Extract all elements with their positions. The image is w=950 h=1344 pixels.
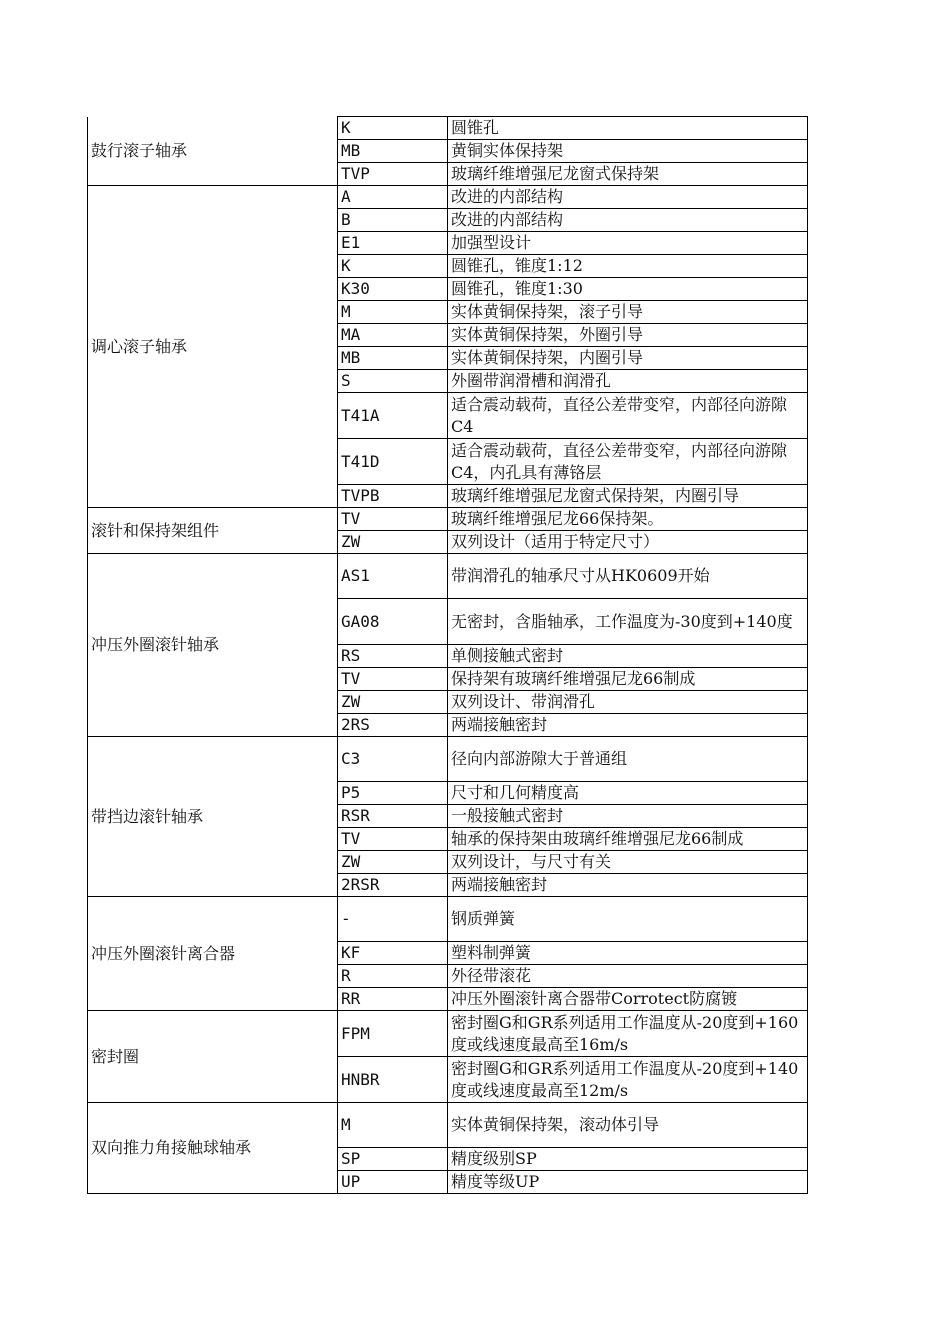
suffix-code-cell: K <box>338 255 448 278</box>
category-cell: 冲压外圈滚针轴承 <box>88 554 338 737</box>
suffix-description-cell: 黄铜实体保持架 <box>448 140 808 163</box>
suffix-code-cell: 2RS <box>338 714 448 737</box>
category-cell: 鼓行滚子轴承 <box>88 117 338 186</box>
suffix-description-cell: 单侧接触式密封 <box>448 645 808 668</box>
suffix-description-cell: 尺寸和几何精度高 <box>448 782 808 805</box>
suffix-code-cell: MB <box>338 347 448 370</box>
suffix-code-cell: S <box>338 370 448 393</box>
suffix-description-cell: 玻璃纤维增强尼龙窗式保持架 <box>448 163 808 186</box>
table-row <box>88 117 808 140</box>
category-cell: 带挡边滚针轴承 <box>88 737 338 897</box>
table-row <box>88 737 808 782</box>
suffix-description-cell: 玻璃纤维增强尼龙66保持架。 <box>448 508 808 531</box>
bearing-suffix-table <box>87 116 808 1194</box>
suffix-description-cell: 改进的内部结构 <box>448 186 808 209</box>
table-row <box>88 1103 808 1148</box>
suffix-code-cell: 2RSR <box>338 874 448 897</box>
suffix-description-cell: 改进的内部结构 <box>448 209 808 232</box>
category-cell: 调心滚子轴承 <box>88 186 338 508</box>
suffix-description-cell: 精度级别SP <box>448 1148 808 1171</box>
suffix-code-cell: TV <box>338 668 448 691</box>
suffix-code-cell: TVPB <box>338 485 448 508</box>
suffix-description-cell: 圆锥孔，锥度1:12 <box>448 255 808 278</box>
suffix-description-cell: 实体黄铜保持架，内圈引导 <box>448 347 808 370</box>
suffix-description-cell: 圆锥孔 <box>448 117 808 140</box>
suffix-code-cell: P5 <box>338 782 448 805</box>
suffix-code-cell: SP <box>338 1148 448 1171</box>
suffix-code-cell: GA08 <box>338 599 448 645</box>
suffix-description-cell: 双列设计、带润滑孔 <box>448 691 808 714</box>
suffix-code-cell: K30 <box>338 278 448 301</box>
suffix-code-cell: RSR <box>338 805 448 828</box>
category-cell: 双向推力角接触球轴承 <box>88 1103 338 1194</box>
suffix-code-cell: MB <box>338 140 448 163</box>
suffix-description-cell: 密封圈G和GR系列适用工作温度从-20度到+160度或线速度最高至16m/s <box>448 1011 808 1057</box>
table-body <box>88 117 808 1194</box>
suffix-description-cell: 塑料制弹簧 <box>448 942 808 965</box>
suffix-description-cell: 两端接触密封 <box>448 874 808 897</box>
suffix-description-cell: 加强型设计 <box>448 232 808 255</box>
table-row <box>88 186 808 209</box>
category-cell: 冲压外圈滚针离合器 <box>88 897 338 1011</box>
suffix-code-cell: KF <box>338 942 448 965</box>
suffix-description-cell: 圆锥孔，锥度1:30 <box>448 278 808 301</box>
suffix-description-cell: 实体黄铜保持架，滚动体引导 <box>448 1103 808 1148</box>
suffix-description-cell: 无密封，含脂轴承，工作温度为-30度到+140度 <box>448 599 808 645</box>
suffix-code-cell: R <box>338 965 448 988</box>
suffix-code-cell: E1 <box>338 232 448 255</box>
suffix-description-cell: 精度等级UP <box>448 1171 808 1194</box>
suffix-code-cell: T41A <box>338 393 448 439</box>
suffix-description-cell: 钢质弹簧 <box>448 897 808 942</box>
suffix-description-cell: 适合震动载荷，直径公差带变窄，内部径向游隙C4，内孔具有薄铬层 <box>448 439 808 485</box>
suffix-description-cell: 双列设计（适用于特定尺寸） <box>448 531 808 554</box>
suffix-code-cell: C3 <box>338 737 448 782</box>
suffix-code-cell: ZW <box>338 851 448 874</box>
table-row <box>88 508 808 531</box>
suffix-description-cell: 两端接触密封 <box>448 714 808 737</box>
suffix-code-cell: MA <box>338 324 448 347</box>
suffix-code-cell: AS1 <box>338 554 448 599</box>
suffix-description-cell: 密封圈G和GR系列适用工作温度从-20度到+140度或线速度最高至12m/s <box>448 1057 808 1103</box>
suffix-code-cell: B <box>338 209 448 232</box>
table-row <box>88 554 808 599</box>
suffix-code-cell: K <box>338 117 448 140</box>
suffix-description-cell: 保持架有玻璃纤维增强尼龙66制成 <box>448 668 808 691</box>
suffix-description-cell: 外径带滚花 <box>448 965 808 988</box>
suffix-code-cell: T41D <box>338 439 448 485</box>
suffix-description-cell: 玻璃纤维增强尼龙窗式保持架，内圈引导 <box>448 485 808 508</box>
suffix-code-cell: RS <box>338 645 448 668</box>
suffix-description-cell: 轴承的保持架由玻璃纤维增强尼龙66制成 <box>448 828 808 851</box>
table-row <box>88 1011 808 1057</box>
suffix-description-cell: 径向内部游隙大于普通组 <box>448 737 808 782</box>
suffix-description-cell: 外圈带润滑槽和润滑孔 <box>448 370 808 393</box>
suffix-code-cell: ZW <box>338 691 448 714</box>
suffix-code-cell: ZW <box>338 531 448 554</box>
suffix-description-cell: 一般接触式密封 <box>448 805 808 828</box>
category-cell: 密封圈 <box>88 1011 338 1103</box>
suffix-code-cell: RR <box>338 988 448 1011</box>
suffix-description-cell: 双列设计，与尺寸有关 <box>448 851 808 874</box>
suffix-description-cell: 实体黄铜保持架，滚子引导 <box>448 301 808 324</box>
suffix-code-cell: FPM <box>338 1011 448 1057</box>
category-cell: 滚针和保持架组件 <box>88 508 338 554</box>
suffix-code-cell: M <box>338 1103 448 1148</box>
suffix-code-cell: HNBR <box>338 1057 448 1103</box>
suffix-description-cell: 实体黄铜保持架，外圈引导 <box>448 324 808 347</box>
suffix-code-cell: TVP <box>338 163 448 186</box>
table-row <box>88 897 808 942</box>
suffix-code-cell: A <box>338 186 448 209</box>
suffix-description-cell: 冲压外圈滚针离合器带Corrotect防腐镀 <box>448 988 808 1011</box>
suffix-code-cell: TV <box>338 508 448 531</box>
suffix-code-cell: - <box>338 897 448 942</box>
suffix-description-cell: 带润滑孔的轴承尺寸从HK0609开始 <box>448 554 808 599</box>
suffix-code-cell: M <box>338 301 448 324</box>
suffix-code-cell: TV <box>338 828 448 851</box>
suffix-code-cell: UP <box>338 1171 448 1194</box>
suffix-description-cell: 适合震动载荷，直径公差带变窄，内部径向游隙C4 <box>448 393 808 439</box>
